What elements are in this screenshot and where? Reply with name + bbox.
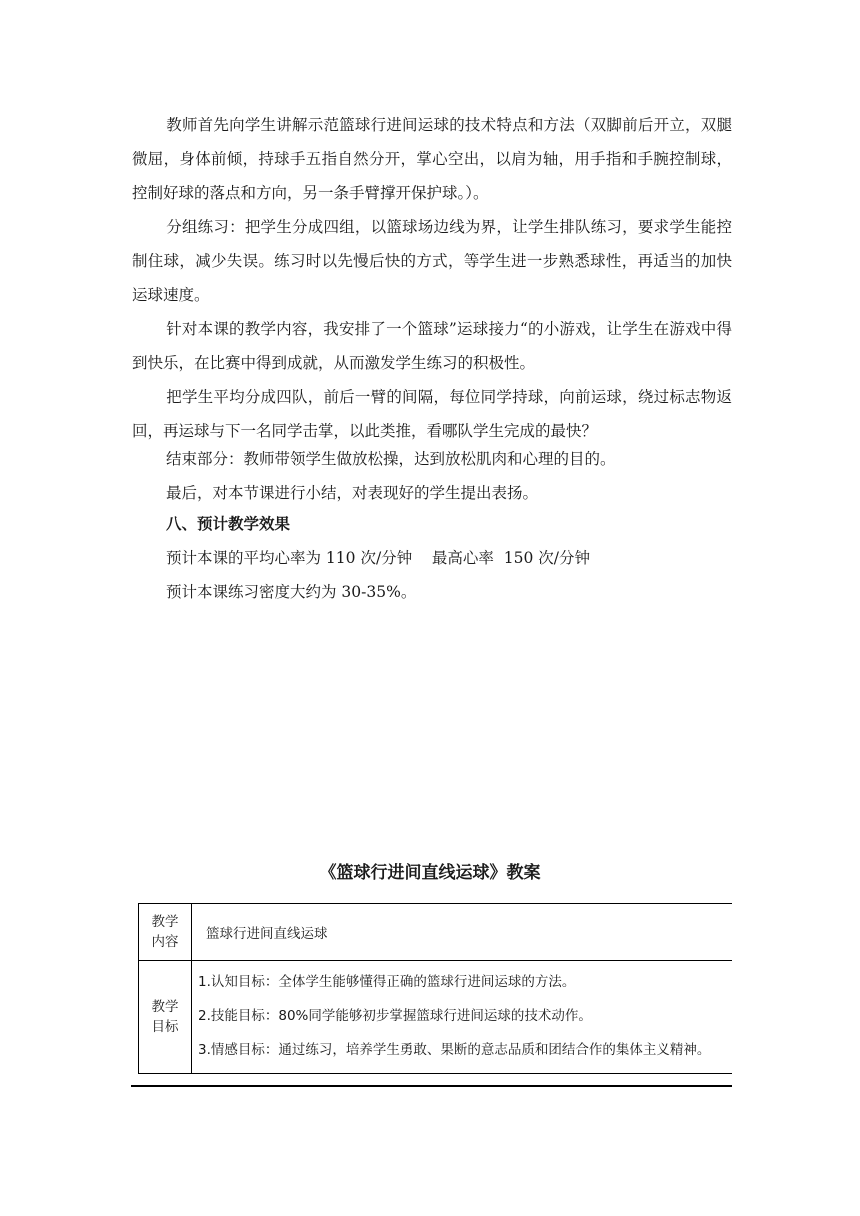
paragraph-ending <box>132 442 732 476</box>
content-label-text: 教学 内容 <box>151 914 179 950</box>
paragraph-summary <box>132 476 732 510</box>
lesson-plan-table <box>138 903 732 1074</box>
table-row <box>139 904 733 961</box>
paragraph-text: 教师首先向学生讲解示范篮球行进间运球的技术特点和方法（双脚前后开立，双腿微屈，身体前倾，持球手五指自然分开，掌心空出，以肩为轴，用手指和手腕控制球，控制好球的落点和方向，另一条手臂撑开保护球。）。 <box>132 116 732 202</box>
content-label <box>139 904 192 961</box>
paragraph-text: 针对本课的教学内容，我安排了一个篮球”运球接力“的小游戏，让学生在游戏中得到快乐，在比赛中得到成就，从而激发学生练习的积极性。 <box>132 320 732 372</box>
content-value: 篮球行进间直线运球 <box>192 904 733 961</box>
goals-label <box>139 961 192 1074</box>
density-line: 预计本课练习密度大约为 30-35%。 <box>166 583 417 601</box>
paragraph-relay-game <box>132 312 732 380</box>
paragraph-teacher-demo <box>132 108 732 210</box>
paragraph-team-rules <box>132 380 732 448</box>
goals-label-text: 教学 目标 <box>151 999 179 1035</box>
table-row <box>139 961 733 1074</box>
paragraph-text: 结束部分：教师带领学生做放松操，达到放松肌肉和心理的目的。 <box>166 450 616 468</box>
paragraph-text: 把学生平均分成四队，前后一臂的间隔，每位同学持球，向前运球，绕过标志物返回，再运球与下一名同学击掌，以此类推，看哪队学生完成的最快？ <box>132 388 732 440</box>
goal-emotional: 3.情感目标：通过练习，培养学生勇敢、果断的意志品质和团结合作的集体主义精神。 <box>198 1042 711 1058</box>
paragraph-text: 最后，对本节课进行小结，对表现好的学生提出表扬。 <box>166 484 539 502</box>
table-bottom-rule <box>131 1085 732 1087</box>
paragraph-text: 分组练习：把学生分成四组，以篮球场边线为界，让学生排队练习，要求学生能控制住球，减少失误。练习时以先慢后快的方式，等学生进一步熟悉球性，再适当的加快运球速度。 <box>132 218 732 304</box>
goal-skill: 2.技能目标：80%同学能够初步掌握篮球行进间运球的技术动作。 <box>198 1008 592 1024</box>
heart-rate-line: 预计本课的平均心率为 110 次/分钟 最高心率 150 次/分钟 <box>166 549 590 567</box>
goals-list <box>192 961 733 1074</box>
lesson-plan-title: 《篮球行进间直线运球》教案 <box>319 863 541 883</box>
goal-cognitive: 1.认知目标：全体学生能够懂得正确的篮球行进间运球的方法。 <box>198 974 576 990</box>
section-heading: 八、预计教学效果 <box>166 514 291 533</box>
paragraph-group-practice <box>132 210 732 312</box>
